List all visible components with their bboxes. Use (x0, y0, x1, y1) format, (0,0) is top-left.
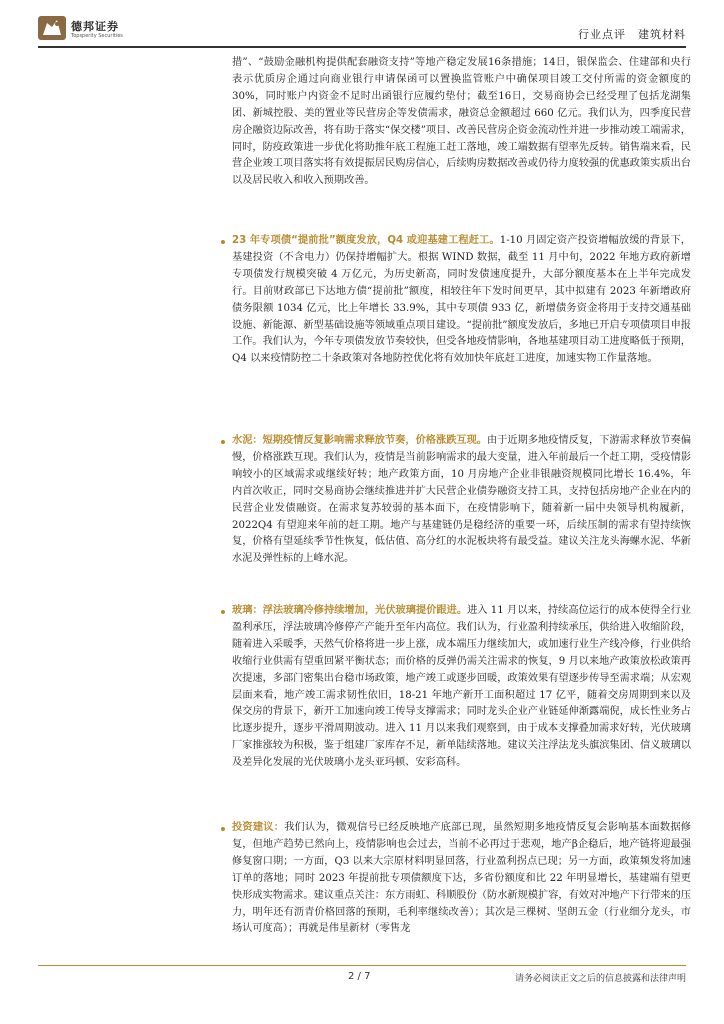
section-glass (232, 603, 691, 772)
section-special-bonds (232, 233, 691, 368)
logo-subtitle: Topsperity Securities (71, 33, 123, 39)
section-investment-advice (232, 820, 691, 938)
paragraph-text: 措”、“鼓励金融机构提供配套融资支持”等地产稳定发展16条措施；14日，银保监会、住建部和央行表示优质房企通过向商业银行申请保函可以置换监管账户中确保项目竣工交付所需的资金额度的 30%，同时账户内资金不足时出函银行应履约垫付；截至16日，交易商协会已经受理了包括龙湖集团、新城控股、美的置业等民营房企等发债需求，融资总金额超过 660 亿元。我们认为，四季度民营房企融资边际改善，将有助于落实“保交楼”项目、改善民营房企资金流动性并进一步推动竣工端需求，同时，防疫政策进一步优化将助推年底工程施工赶工落地，竣工端数据有望率先反转。销售端来看，民营企业竣工项目落实将有效提振居民购房信心，后续购房数据改善或仍待力度较强的优惠政策实质出台以及居民收入和收入预期改善。 (232, 57, 691, 187)
section-text: 进入 11 月以来，持续高位运行的成本使得全行业盈利承压，浮法玻璃冷修停产产能升至年内高位。我们认为，行业盈利持续承压，供给进入收缩阶段，随着进入采暖季，天然气价格将进一步上涨，成本端压力继续加大，或加速行业生产线冷修，行业供给收缩行业供需有望重回紧平衡状态；而价格的反弹仍需关注需求的恢复，9 月以来地产政策放松政策再次提速，多部门密集出台稳市场政策，地产竣工或逐步回暖，政策效果有望逐步传导至需求端；从宏观层面来看，地产竣工需求韧性依旧，18-21 年地产新开工面积超过 17 亿平，随着交房周期到来以及保交房的背景下，新开工加速向竣工传导支撑需求；同时龙头企业产业链延伸渐露端倪，成长性业务占比逐步提升，逐步平滑周期波动。进入 11 月以来我们观察到，由于成本支撑叠加需求好转，光伏玻璃厂家推涨较为积极，鉴于组建厂家库存不足，新单陆续落地。建议关注浮法龙头旗滨集团、信义玻璃以及差异化发展的光伏玻璃小龙头亚玛顿、安彩高科。 (232, 605, 691, 769)
section-text: 1-10 月固定资产投资增幅放缓的背景下，基建投资（不含电力）仍保持增幅扩大。根据 WIND 数据，截至 11 月中旬，2022 年地方政府新增专项债发行规模突破 4 万亿元，为历史新高，同时发债速度提升，大部分额度基本在上半年完成发行。目前财政部已下达地方债“提前批”额度，相较往年下发时间更早，其中拟建有 2023 年新增政府债务限额 1034 亿元，比上年增长 33.9%，其中专项债 933 亿，新增债务资金将用于支持交通基础设施、新能源、新型基础设施等领域重点项目建设。“提前批”额度发放后，多地已开启专项债项目申报工作。我们认为，今年专项债发放节奏较快，但受各地疫情影响，各地基建项目动工进度略低于预期，Q4 以来疫情防控二十条政策对各地防控优化将有效加快年底赶工进度，加速实物工作量落地。 (232, 235, 691, 365)
logo-icon (38, 16, 66, 40)
logo-text: 德邦证券 (71, 20, 119, 33)
footer-divider (38, 965, 686, 966)
bullet-icon (221, 440, 225, 444)
page-header (0, 0, 724, 46)
section-cement (232, 433, 691, 568)
section-text: 我们认为，微观信号已经反映地产底部已现，虽然短期多地疫情反复会影响基本面数据修复，但地产趋势已然向上，疫情影响也会过去，当前不必再过于悲观，地产β企稳后，地产链将迎最强修复窗口期；一方面，Q3 以来大宗原材料明显回落，行业盈利拐点已现；另一方面，政策频发将加速订单的落地；同时 2023 年提前批专项债额度下达，多省份额度和比 22 年明显增长，基建端有望更快形成实物需求。建议重点关注：东方雨虹、科顺股份（防水新规模扩容，有效对冲地产下行带来的压力，明年还有沥青价格回落的预期，毛利率继续改善）；其次是三棵树、坚朗五金（行业细分龙头，市场认可度高）；再就是伟星新材（零售龙 (232, 822, 691, 935)
section-text: 由于近期多地疫情反复，下游需求释放节奏偏慢，价格涨跌互现。我们认为，疫情是当前影响需求的最大变量，进入年前最后一个赶工期，受疫情影响较小的区域需求或继续好转；地产政策方面，10 月房地产企业非银融资规模同比增长 16.4%，年内首次收正，同时交易商协会继续推进并扩大民营企业债券融资支持工具，支持包括房地产企业在内的民营企业发债融资。在需求复苏较弱的基本面下，在疫情影响下，随着新一届中央领导机构履新，2022Q4 有望迎来年前的赶工期。地产与基建链仍是稳经济的重要一环，后续压制的需求有望持续恢复，价格有望延续季节性恢复，低估值、高分红的水泥板块将有最受益。建议关注龙头海螺水泥、华新水泥及弹性标的上峰水泥。 (232, 435, 692, 565)
bullet-icon (221, 827, 225, 831)
report-category: 行业点评 建筑材料 (578, 28, 686, 41)
section-heading: 玻璃：浮法玻璃冷修持续增加，光伏玻璃提价跟进。 (232, 605, 468, 616)
paragraph-policy-continuation (232, 55, 691, 190)
section-heading: 水泥：短期疫情反复影响需求释放节奏，价格涨跌互现。 (232, 435, 488, 446)
bullet-icon (221, 610, 225, 614)
header-divider (38, 46, 686, 48)
page-number: 2 / 7 (348, 971, 371, 982)
disclaimer-note: 请务必阅读正文之后的信息披露和法律声明 (514, 974, 686, 984)
section-heading: 23 年专项债“提前批”额度发放，Q4 或迎基建工程赶工。 (232, 235, 500, 246)
bullet-icon (221, 240, 225, 244)
section-heading: 投资建议： (232, 822, 285, 833)
